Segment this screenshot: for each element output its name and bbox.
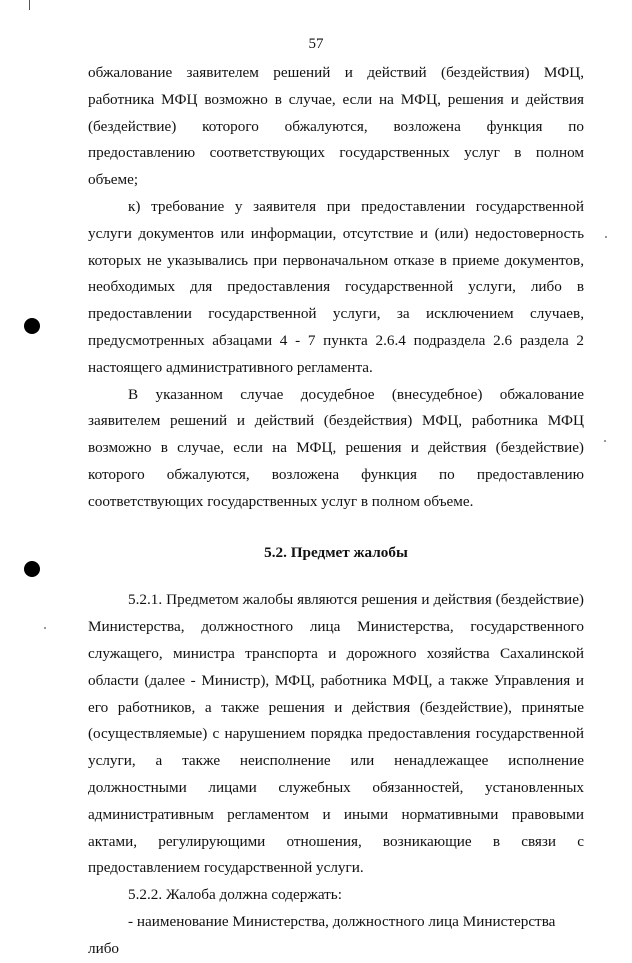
scan-edge-mark <box>29 0 30 10</box>
paragraph-5-2-1: 5.2.1. Предметом жалобы являются решения и действия (бездействие) Министерства, должностного лица Министерства, государственного служащего, министра транспорта и дорожного хозяйства Сахалинской области (далее - Министр), МФЦ, работника МФЦ, а также Управления и его работников, а также решения и действия (бездействие), принятые (осуществляемые) с нарушением порядка предоставления государственной услуги, а также неисполнение или ненадлежащее исполнение должностными лицами служебных обязанностей, установленных административным регламентом и иными нормативными правовыми актами, регулирующими отношения, возникающие в связи с предоставлением государственной услуги. <box>88 591 584 877</box>
scan-speck <box>605 236 607 238</box>
punch-hole-lower <box>24 561 40 577</box>
paragraph-5-2-2: 5.2.2. Жалоба должна содержать: <box>128 886 342 904</box>
scan-speck <box>604 440 606 442</box>
paragraph-item-k: к) требование у заявителя при предоставлении государственной услуги документов или информации, отсутствие и (или) недостоверность которых не указывались при первоначальном отказе в приеме документов, необходимых для предоставления государственной услуги, либо в предоставлении государственной услуги, за исключением случаев, предусмотренных абзацами 4 - 7 пункта 2.6.4 подраздела 2.6 раздела 2 настоящего административного регламента. <box>88 197 584 376</box>
scan-speck <box>44 627 46 629</box>
section-heading: 5.2. Предмет жалобы <box>264 543 408 561</box>
paragraph: обжалование заявителем решений и действий (бездействия) МФЦ, работника МФЦ возможно в случае, если на МФЦ, решения и действия (бездействие) которого обжалуются, возложена функция по предоставлению соответствующих государственных услуг в полном объеме; <box>88 64 584 189</box>
document-body <box>88 60 584 963</box>
paragraph: В указанном случае досудебное (внесудебное) обжалование заявителем решений и действий (бездействия) МФЦ, работника МФЦ возможно в случае, если на МФЦ, решения и действия (бездействие) которого обжалуются, возложена функция по предоставлению соответствующих государственных услуг в полном объеме. <box>88 385 584 510</box>
list-item: - наименование Министерства, должностного лица Министерства либо <box>88 912 556 957</box>
punch-hole-upper <box>24 318 40 334</box>
page-number: 57 <box>308 36 324 52</box>
